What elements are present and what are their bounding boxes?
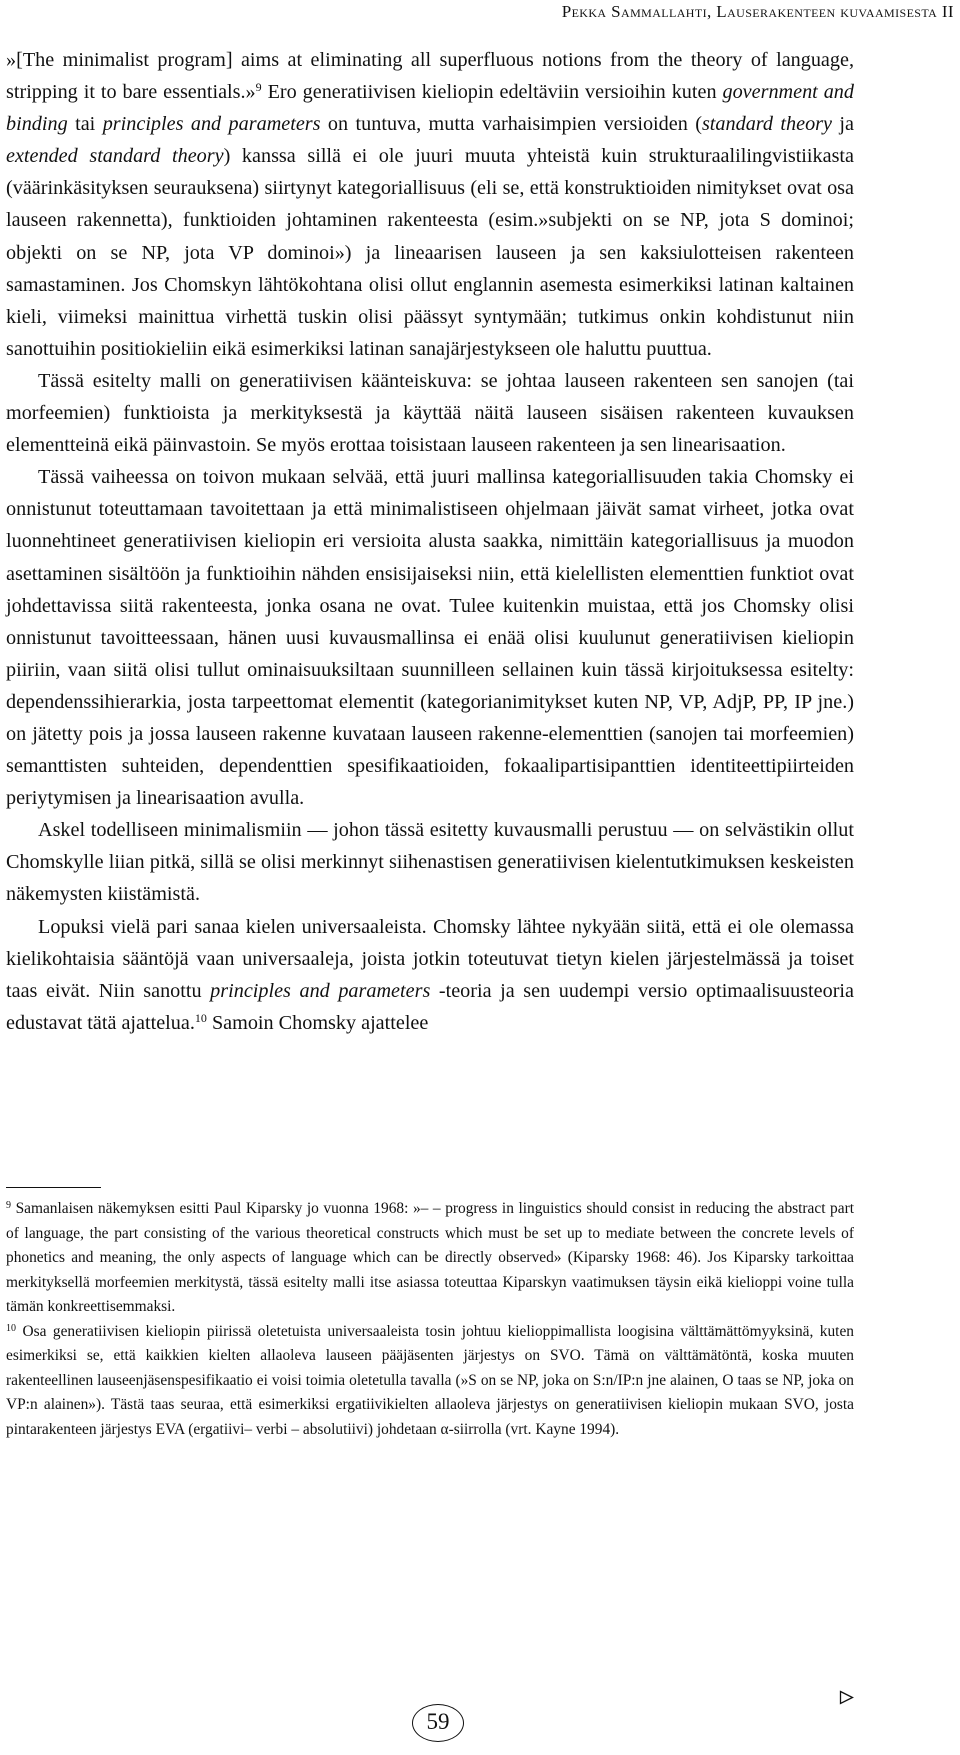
term-government-binding: government and binding: [6, 81, 854, 136]
footnote-ref-9[interactable]: 9: [255, 80, 262, 95]
term-principles-parameters: principles and parameters: [102, 113, 321, 136]
paragraph-4: Askel todelliseen minimalismiin — johon tässä esitetty kuvausmalli perustuu — on selvästikin ollut Chomskylle liian pitkä, sillä se olisi merkinnyt siihenastisen generatiivisen kielentutkimuksen keskeisten näkemysten kiistämistä.: [6, 819, 854, 906]
footnote-9: $^9$ Samanlaisen näkemyksen esitti Paul Kiparsky jo vuonna 1968: »– – progress in linguistics should consist in reducing the abstract part of language, the part consisting of the various theoretical constructs which must be set up to mediate between the concrete levels of phonetics and meaning, the only aspects of language which can be directly observed» (Kiparsky 1968: 46). Jos Kiparsky tarkoittaa merkityksellä morfeemien merkitystä, tässä esitelty malli itse asiassa toteuttaa Kiparskyn vaatimuksen täysin eikä kielioppi voine tulla tämän konkreettisemmaksi.: [6, 1200, 854, 1315]
footnotes: [6, 1197, 854, 1442]
term-standard-theory: standard theory: [701, 113, 832, 136]
paragraph-3: Tässä vaiheessa on toivon mukaan selvää, että juuri mallinsa kategoriallisuuden takia Chomsky ei onnistunut toteuttamaan tavoitettaan ja että minimalistiseen ohjelmaan jäivät samat virheet, jotka ovat luonnehtineet generatiivisen kieliopin eri versioita alusta saakka, nimittäin kategoriallisuus ja muodon asettaminen sisältöön ja funktioihin nähden ensisijaiseksi niin, että kielellisten elementtien funktiot ovat johdettavissa siitä rakenteesta, jonka osana ne ovat. Tulee kuitenkin muistaa, että jos Chomsky olisi onnistunut tavoitteessaan, hänen uusi kuvausmallinsa ei enää olisi kuulunut generatiivisen kieliopin piiriin, vaan siitä olisi tullut ominaisuuksiltaan suunnilleen sellainen kuin tässä kirjoituksessa esitelty: dependenssihierarkia, josta tarpeettomat elementit (kategorianimitykset kuten NP, VP, AdjP, PP, IP jne.) on jätetty pois ja jossa lauseen rakenne kuvataan lauseen rakenne-elementtien (sanojen tai morfeemien) semanttisten suhteiden, dependenttien spesifikaatioiden, fokaalipartisipanttien identiteettipiirteiden periytymisen ja linearisaation avulla.: [6, 466, 854, 810]
term-extended-standard-theory: extended standard theory: [6, 145, 224, 168]
footnote-10: $^{10}$ Osa generatiivisen kieliopin piirissä oletetuista universaaleista tosin johtuu kielioppimallista loogisina välttämättömyyksinä, kuten esimerkiksi se, että kaikkien kielten allaoleva lauseen pääjäsenten järjestys on SVO. Tämä on välttämätöntä, koska muuten rakenteellinen lauseenjäsenspesifikaatio ei voisi toimia oletetulla tavalla (»S on se NP, joka on S:n/IP:n jne alainen, O taas se NP, joka on VP:n alainen»). Tästä taas seuraa, että esimerkiksi ergatiivikielten allaoleva järjestys on generatiivisen kieliopin mukaan SVO, josta pintarakenteen järjestys EVA (ergatiivi– verbi – absolutiivi) johdetaan α-siirrolla (vrt. Kayne 1994).: [6, 1322, 854, 1438]
term-principles-parameters-2: principles and parameters: [210, 979, 431, 1002]
paragraph-1: »[The minimalist program] aims at eliminating all superfluous notions from the theory of language, stripping it to bare essentials.»$^9$ Ero generatiivisen kieliopin edeltäviin versioihin kuten government and binding tai principles and parameters on tuntuva, mutta varhaisimpien versioiden (standard theory ja extended standard theory) kanssa sillä ei ole juuri muuta yhteistä kuin strukturaalilingvistiikasta (väärinkäsityksen seurauksena) siirtynyt kategoriallisuus (eli se, että konstruktioiden nimitykset ovat osa lauseen rakennetta), funktioiden johtaminen rakenteesta (esim.»subjekti on se NP, jota S dominoi; objekti on se NP, jota VP dominoi») ja lineaarisen lauseen ja sen kaksiulotteisen rakenteen samastaminen. Jos Chomskyn lähtökohtana olisi ollut englannin asemesta esimerkiksi latinan kaltainen kieli, viimeksi mainittua virhettä tuskin olisi päässyt syntymään; tutkimus onkin kohdistunut niin sanottuihin positiokieliin eikä esimerkiksi latinan sanajärjestykseen ole haluttu puuttua.: [6, 49, 855, 360]
footnote-rule: [6, 1187, 101, 1188]
paragraph-2: Tässä esitelty malli on generatiivisen käänteiskuva: se johtaa lauseen rakenteen sen sanojen (tai morfeemien) funktioista ja merkityksestä ja käyttää näitä lauseen sisäisen rakenteen kuvauksen elementteinä eikä päinvastoin. Se myös erottaa toisistaan lauseen rakenteen ja sen linearisaation.: [6, 369, 854, 457]
page-number: 59: [412, 1704, 464, 1742]
triangle-right-icon[interactable]: [839, 1690, 854, 1705]
running-header: Pekka Sammallahti, Lauserakenteen kuvaamisesta II: [561, 2, 954, 21]
footnote-number: 9: [6, 1200, 11, 1211]
footnote-ref-10[interactable]: 10: [194, 1010, 207, 1025]
body-text: [6, 44, 854, 1039]
footnote-number: 10: [6, 1322, 16, 1334]
paragraph-5: Lopuksi vielä pari sanaa kielen universaaleista. Chomsky lähtee nykyään siitä, että ei ole olemassa kielikohtaisia sääntöjä vaan universaaleja, joista jotkin toteutuvat tietyn kielen järjestelmässä ja toiset taas eivät. Niin sanottu principles and parameters -teoria ja sen uudempi versio optimaalisuusteoria edustavat tätä ajattelua.$^{10}$ Samoin Chomsky ajattelee: [6, 915, 854, 1034]
